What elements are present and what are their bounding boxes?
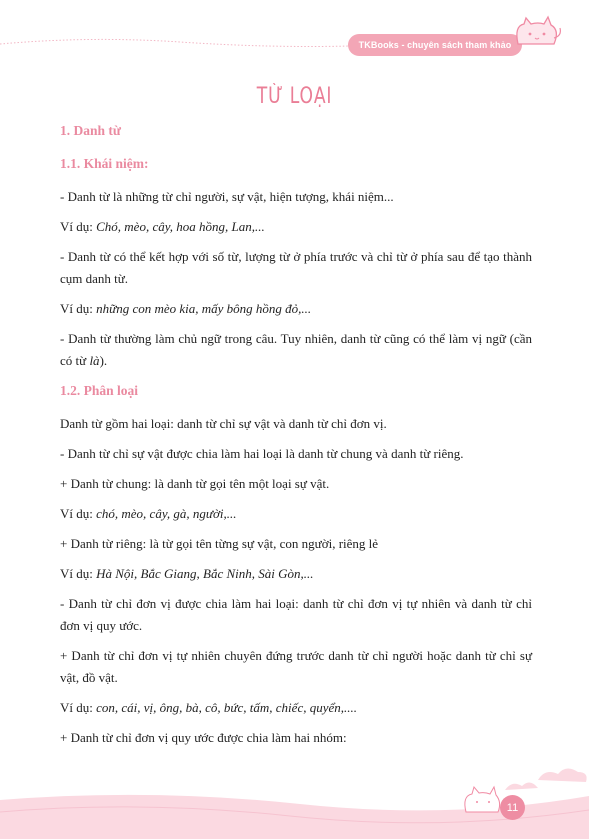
paragraph: + Danh từ chung: là danh từ gọi tên một loại sự vật. xyxy=(60,476,330,491)
emphasis-word: là xyxy=(89,353,100,368)
section-heading: 1. Danh từ xyxy=(60,123,121,138)
paragraph: - Danh từ có thể kết hợp với số từ, lượng từ ở phía trước và chỉ từ ở phía sau để tạo thành cụm danh từ. xyxy=(60,249,532,286)
example-value: những con mèo kia, mấy bông hồng đỏ,... xyxy=(96,301,312,316)
paragraph-text: - Danh từ thường làm chủ ngữ trong câu. Tuy nhiên, danh từ cũng có thể làm vị ngữ (cần có từ xyxy=(60,331,532,368)
example-value: con, cái, vị, ông, bà, cô, bức, tấm, chiếc, quyển,.... xyxy=(96,700,358,715)
example-label: Ví dụ: xyxy=(60,219,97,234)
example-label: Ví dụ: xyxy=(60,700,97,715)
footer-wave xyxy=(0,760,589,839)
example-label: Ví dụ: xyxy=(60,301,97,316)
cat-icon xyxy=(508,14,564,54)
page-number-badge xyxy=(500,795,525,820)
document-body xyxy=(60,116,532,757)
paragraph: Danh từ gồm hai loại: danh từ chỉ sự vật và danh từ chỉ đơn vị. xyxy=(60,416,387,431)
paragraph: + Danh từ riêng: là từ gọi tên từng sự vật, con người, riêng lẻ xyxy=(60,536,379,551)
example-line xyxy=(60,563,532,585)
page-number: 11 xyxy=(506,801,519,814)
page-title: TỪ LOẠI xyxy=(256,84,333,109)
brand-text: TKBooks - chuyên sách tham khảo xyxy=(358,40,512,50)
paragraph: - Danh từ chỉ sự vật được chia làm hai loại là danh từ chung và danh từ riêng. xyxy=(60,446,464,461)
example-line xyxy=(60,298,532,320)
example-line xyxy=(60,697,532,719)
paragraph: + Danh từ chỉ đơn vị tự nhiên chuyên đứng trước danh từ chỉ người hoặc danh từ chỉ sự vật, đồ vật. xyxy=(60,648,532,685)
example-label: Ví dụ: xyxy=(60,566,97,581)
example-value: Chó, mèo, cây, hoa hồng, Lan,... xyxy=(96,219,265,234)
example-line xyxy=(60,216,532,238)
example-value: chó, mèo, cây, gà, người,... xyxy=(96,506,237,521)
paragraph xyxy=(60,328,532,372)
example-label: Ví dụ: xyxy=(60,506,97,521)
subsection-heading: 1.2. Phân loại xyxy=(60,383,139,398)
paragraph: + Danh từ chỉ đơn vị quy ước được chia làm hai nhóm: xyxy=(60,730,347,745)
paragraph: - Danh từ chỉ đơn vị được chia làm hai loại: danh từ chỉ đơn vị tự nhiên và danh từ chỉ đơn vị quy ước. xyxy=(60,596,532,633)
subsection-heading: 1.1. Khái niệm: xyxy=(60,156,149,171)
example-line xyxy=(60,503,532,525)
paragraph-text: ). xyxy=(99,353,108,368)
paragraph: - Danh từ là những từ chỉ người, sự vật, hiện tượng, khái niệm... xyxy=(60,189,394,204)
brand-badge xyxy=(348,34,522,56)
example-value: Hà Nội, Bắc Giang, Bắc Ninh, Sài Gòn,... xyxy=(96,566,314,581)
